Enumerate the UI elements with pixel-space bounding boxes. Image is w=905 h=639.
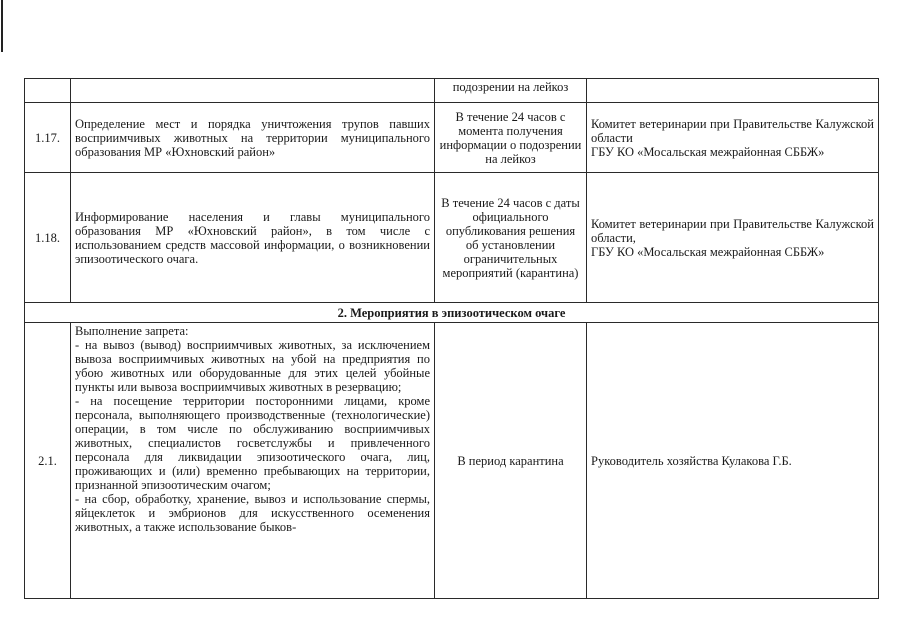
responsible-cell bbox=[587, 173, 879, 303]
action-paragraph: - на посещение территории посторонними лицами, кроме персонала, выполняющего производственные (технологические) операции, в том числе по обслуживанию восприимчивых животных, специалистов госветслужбы и привлеченного персонала для ликвидации эпизоотического очага, лиц, проживающих и (или) временно пребывающих на территории, признанной эпизоотическим очагом; bbox=[75, 394, 430, 492]
responsible-line: ГБУ КО «Мосальская межрайонная СББЖ» bbox=[591, 144, 825, 159]
action-cell: Информирование населения и главы муниципального образования МР «Юхновский район», в том числе с использованием средств массовой информации, о возникновении эпизоотического очага. bbox=[71, 173, 435, 303]
action-cell: Определение мест и порядка уничтожения трупов павших восприимчивых животных на территории муниципального образования МР «Юхновский район» bbox=[71, 103, 435, 173]
responsible-cell bbox=[587, 79, 879, 103]
responsible-line: ГБУ КО «Мосальская межрайонная СББЖ» bbox=[591, 244, 825, 259]
table-row-1-17 bbox=[25, 103, 879, 173]
table-row-continuation bbox=[25, 79, 879, 103]
responsible-cell: Руководитель хозяйства Кулакова Г.Б. bbox=[587, 323, 879, 599]
responsible-line: Комитет ветеринарии при Правительстве Калужской области, bbox=[591, 216, 874, 245]
page-margin-mark bbox=[1, 0, 3, 52]
responsible-line: Комитет ветеринарии при Правительстве Калужской области bbox=[591, 116, 874, 145]
action-paragraph: - на сбор, обработку, хранение, вывоз и использование спермы, яйцеклеток и эмбрионов для искусственного осеменения животных, а также использование быков- bbox=[75, 492, 430, 534]
term-cell: подозрении на лейкоз bbox=[435, 79, 587, 103]
action-paragraph: Выполнение запрета: bbox=[75, 324, 189, 338]
term-cell: В течение 24 часов с момента получения информации о подозрении на лейкоз bbox=[435, 103, 587, 173]
term-cell: В течение 24 часов с даты официального опубликования решения об установлении ограничительных мероприятий (карантина) bbox=[435, 173, 587, 303]
table-row-1-18 bbox=[25, 173, 879, 303]
table-row-2-1 bbox=[25, 323, 879, 599]
action-paragraph: - на вывоз (вывод) восприимчивых животных, за исключением вывоза восприимчивых животных на убой на предприятия по убою животных или оборудованные для этих целей убойные пункты или вывоза восприимчивых животных в резервацию; bbox=[75, 338, 430, 394]
action-cell bbox=[71, 323, 435, 599]
term-cell: В период карантина bbox=[435, 323, 587, 599]
row-number: 2.1. bbox=[25, 323, 71, 599]
section-title: 2. Мероприятия в эпизоотическом очаге bbox=[25, 303, 879, 323]
row-number bbox=[25, 79, 71, 103]
section-header-row bbox=[25, 303, 879, 323]
row-number: 1.17. bbox=[25, 103, 71, 173]
responsible-cell bbox=[587, 103, 879, 173]
measures-table bbox=[24, 78, 879, 599]
action-cell bbox=[71, 79, 435, 103]
row-number: 1.18. bbox=[25, 173, 71, 303]
